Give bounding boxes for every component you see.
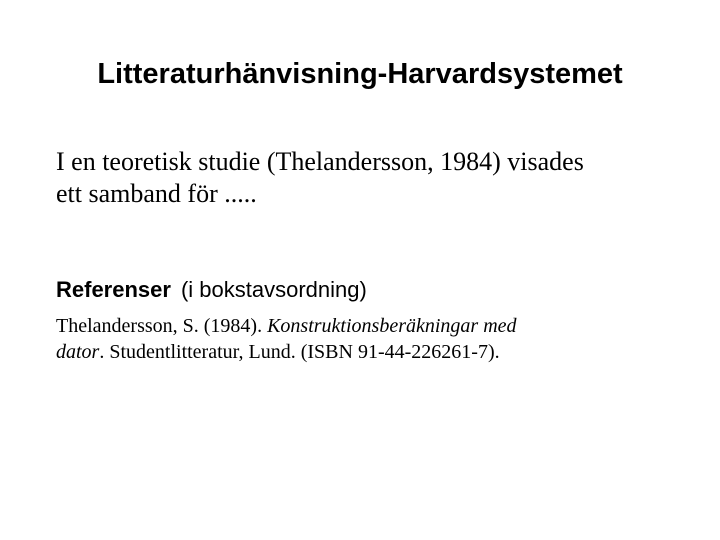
reference-author-year: Thelandersson, S. (1984). [56,315,268,337]
reference-title-part1: Konstruktionsberäkningar med [267,315,517,337]
references-heading [56,277,367,303]
references-label: Referenser [56,277,171,302]
body-line-1: I en teoretisk studie (Thelandersson, 1984) visades [56,147,584,176]
body-paragraph [56,146,696,210]
body-line-2: ett samband för ..... [56,179,257,208]
reference-entry [56,313,676,365]
references-note: (i bokstavsordning) [180,277,367,302]
reference-publisher: . Studentlitteratur, Lund. (ISBN 91-44-226261-7). [99,341,500,363]
slide-title: Litteraturhänvisning-Harvardsystemet [97,58,623,90]
reference-title-part2: dator [56,341,100,363]
